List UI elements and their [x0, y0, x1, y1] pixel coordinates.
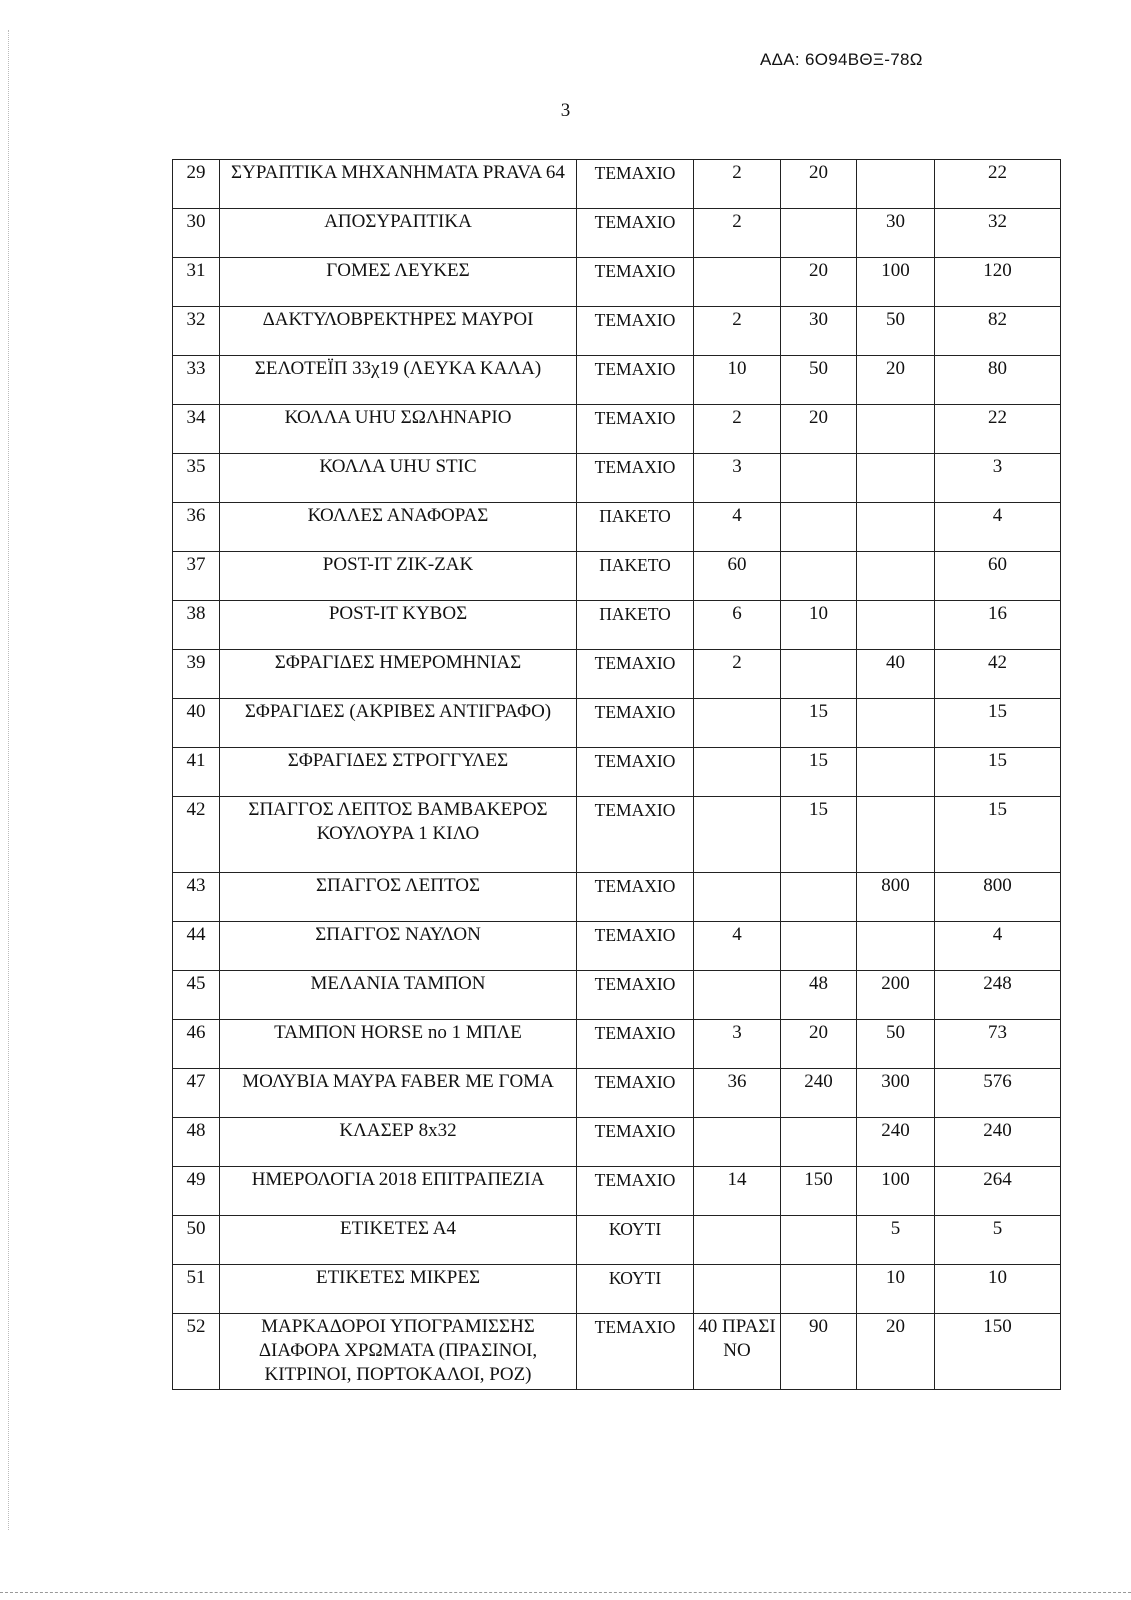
table-row: [173, 748, 1061, 797]
row-number: 35: [173, 454, 220, 503]
row-number: 43: [173, 873, 220, 922]
page-number: 3: [560, 100, 571, 121]
unit-of-measure: ΠΑΚΕΤΟ: [577, 601, 694, 650]
quantity-2: 20: [781, 1020, 857, 1069]
quantity-3: [857, 922, 935, 971]
table-row: [173, 797, 1061, 873]
total-quantity: 80: [935, 356, 1061, 405]
row-number: 45: [173, 971, 220, 1020]
quantity-1: 2: [694, 405, 781, 454]
quantity-2: [781, 873, 857, 922]
row-number: 31: [173, 258, 220, 307]
unit-of-measure: ΤΕΜΑΧΙΟ: [577, 209, 694, 258]
row-number: 46: [173, 1020, 220, 1069]
quantity-2: 15: [781, 748, 857, 797]
unit-of-measure: ΤΕΜΑΧΙΟ: [577, 405, 694, 454]
unit-of-measure: ΠΑΚΕΤΟ: [577, 503, 694, 552]
total-quantity: 15: [935, 699, 1061, 748]
item-description: ΓΟΜΕΣ ΛΕΥΚΕΣ: [220, 258, 577, 307]
total-quantity: 800: [935, 873, 1061, 922]
total-quantity: 4: [935, 922, 1061, 971]
quantity-1: 14: [694, 1167, 781, 1216]
row-number: 36: [173, 503, 220, 552]
unit-of-measure: ΤΕΜΑΧΙΟ: [577, 797, 694, 873]
unit-of-measure: ΤΕΜΑΧΙΟ: [577, 650, 694, 699]
row-number: 38: [173, 601, 220, 650]
quantity-2: [781, 552, 857, 601]
quantity-3: 50: [857, 1020, 935, 1069]
unit-of-measure: ΤΕΜΑΧΙΟ: [577, 258, 694, 307]
row-number: 29: [173, 160, 220, 209]
item-description: POST-IT ZIK-ZAK: [220, 552, 577, 601]
table-row: [173, 873, 1061, 922]
row-number: 30: [173, 209, 220, 258]
unit-of-measure: ΤΕΜΑΧΙΟ: [577, 1167, 694, 1216]
quantity-2: 30: [781, 307, 857, 356]
table-row: [173, 601, 1061, 650]
table-row: [173, 552, 1061, 601]
unit-of-measure: ΤΕΜΑΧΙΟ: [577, 748, 694, 797]
item-description: ΔΑΚΤΥΛΟΒΡΕΚΤΗΡΕΣ ΜΑΥΡΟΙ: [220, 307, 577, 356]
quantity-2: [781, 454, 857, 503]
row-number: 49: [173, 1167, 220, 1216]
quantity-1: [694, 699, 781, 748]
quantity-2: 15: [781, 699, 857, 748]
row-number: 51: [173, 1265, 220, 1314]
total-quantity: 248: [935, 971, 1061, 1020]
quantity-3: 240: [857, 1118, 935, 1167]
item-description: ΣΠΑΓΓΟΣ ΛΕΠΤΟΣ: [220, 873, 577, 922]
table-row: [173, 1020, 1061, 1069]
table-row: [173, 356, 1061, 405]
unit-of-measure: ΤΕΜΑΧΙΟ: [577, 1069, 694, 1118]
quantity-1: [694, 873, 781, 922]
row-number: 37: [173, 552, 220, 601]
unit-of-measure: ΤΕΜΑΧΙΟ: [577, 1314, 694, 1390]
row-number: 47: [173, 1069, 220, 1118]
row-number: 48: [173, 1118, 220, 1167]
quantity-1: 3: [694, 1020, 781, 1069]
unit-of-measure: ΤΕΜΑΧΙΟ: [577, 356, 694, 405]
quantity-1: 2: [694, 160, 781, 209]
quantity-1: [694, 797, 781, 873]
total-quantity: 576: [935, 1069, 1061, 1118]
item-description: ΣΠΑΓΓΟΣ ΝΑΥΛΟΝ: [220, 922, 577, 971]
item-description: ΚΟΛΛΑ UHU STIC: [220, 454, 577, 503]
quantity-1: [694, 1265, 781, 1314]
item-description: ΕΤΙΚΕΤΕΣ Α4: [220, 1216, 577, 1265]
quantity-3: 100: [857, 258, 935, 307]
quantity-3: [857, 797, 935, 873]
table-row: [173, 405, 1061, 454]
quantity-2: [781, 503, 857, 552]
quantity-3: 50: [857, 307, 935, 356]
item-description: ΣΕΛΟΤΕΪΠ 33χ19 (ΛΕΥΚΑ ΚΑΛΑ): [220, 356, 577, 405]
item-description: ΑΠΟΣΥΡΑΠΤΙΚΑ: [220, 209, 577, 258]
quantity-3: 300: [857, 1069, 935, 1118]
unit-of-measure: ΤΕΜΑΧΙΟ: [577, 307, 694, 356]
quantity-1: 40 ΠΡΑΣΙ ΝΟ: [694, 1314, 781, 1390]
table-row: [173, 258, 1061, 307]
quantity-2: [781, 1216, 857, 1265]
total-quantity: 60: [935, 552, 1061, 601]
item-description: ΤΑΜΠΟΝ HORSE no 1 ΜΠΛΕ: [220, 1020, 577, 1069]
unit-of-measure: ΤΕΜΑΧΙΟ: [577, 1020, 694, 1069]
scan-left-edge: [8, 30, 10, 1530]
quantity-2: 50: [781, 356, 857, 405]
quantity-3: 100: [857, 1167, 935, 1216]
quantity-2: 15: [781, 797, 857, 873]
item-description: ΚΛΑΣΕΡ 8x32: [220, 1118, 577, 1167]
quantity-2: [781, 922, 857, 971]
quantity-2: 150: [781, 1167, 857, 1216]
total-quantity: 73: [935, 1020, 1061, 1069]
quantity-3: 200: [857, 971, 935, 1020]
table-row: [173, 1069, 1061, 1118]
unit-of-measure: ΤΕΜΑΧΙΟ: [577, 454, 694, 503]
quantity-1: [694, 748, 781, 797]
table-row: [173, 209, 1061, 258]
row-number: 39: [173, 650, 220, 699]
total-quantity: 264: [935, 1167, 1061, 1216]
table-row: [173, 699, 1061, 748]
quantity-3: 40: [857, 650, 935, 699]
item-description: ΚΟΛΛΑ UHU ΣΩΛΗΝΑΡΙΟ: [220, 405, 577, 454]
quantity-3: 800: [857, 873, 935, 922]
row-number: 41: [173, 748, 220, 797]
table-row: [173, 1118, 1061, 1167]
quantity-1: 10: [694, 356, 781, 405]
ada-code: ΑΔΑ: 6Ο94ΒΘΞ-78Ω: [760, 50, 923, 69]
total-quantity: 240: [935, 1118, 1061, 1167]
item-description: ΣΦΡΑΓΙΔΕΣ ΣΤΡΟΓΓΥΛΕΣ: [220, 748, 577, 797]
quantity-3: [857, 405, 935, 454]
quantity-3: [857, 503, 935, 552]
table-row: [173, 1216, 1061, 1265]
total-quantity: 150: [935, 1314, 1061, 1390]
table-row: [173, 1314, 1061, 1390]
table-row: [173, 971, 1061, 1020]
total-quantity: 15: [935, 797, 1061, 873]
table-row: [173, 1167, 1061, 1216]
quantity-3: [857, 552, 935, 601]
quantity-1: 4: [694, 503, 781, 552]
total-quantity: 42: [935, 650, 1061, 699]
quantity-3: 10: [857, 1265, 935, 1314]
unit-of-measure: ΤΕΜΑΧΙΟ: [577, 1118, 694, 1167]
table-row: [173, 454, 1061, 503]
row-number: 50: [173, 1216, 220, 1265]
quantity-2: [781, 209, 857, 258]
quantity-3: [857, 748, 935, 797]
quantity-1: [694, 258, 781, 307]
row-number: 32: [173, 307, 220, 356]
quantity-1: 60: [694, 552, 781, 601]
quantity-2: 90: [781, 1314, 857, 1390]
quantity-1: [694, 971, 781, 1020]
total-quantity: 4: [935, 503, 1061, 552]
item-description: ΕΤΙΚΕΤΕΣ ΜΙΚΡΕΣ: [220, 1265, 577, 1314]
total-quantity: 5: [935, 1216, 1061, 1265]
scan-bottom-edge: [0, 1592, 1131, 1594]
unit-of-measure: ΚΟΥΤΙ: [577, 1265, 694, 1314]
quantity-2: [781, 650, 857, 699]
quantity-1: 2: [694, 307, 781, 356]
item-description: ΜΟΛΥΒΙΑ ΜΑΥΡΑ FABER ΜΕ ΓΟΜΑ: [220, 1069, 577, 1118]
quantity-1: 4: [694, 922, 781, 971]
quantity-3: [857, 454, 935, 503]
total-quantity: 3: [935, 454, 1061, 503]
row-number: 40: [173, 699, 220, 748]
item-description: ΣΥΡΑΠΤΙΚΑ ΜΗΧΑΝΗΜΑΤΑ PRAVA 64: [220, 160, 577, 209]
quantity-3: 20: [857, 1314, 935, 1390]
quantity-2: 20: [781, 405, 857, 454]
unit-of-measure: ΚΟΥΤΙ: [577, 1216, 694, 1265]
total-quantity: 15: [935, 748, 1061, 797]
quantity-1: 2: [694, 650, 781, 699]
item-description: POST-IT ΚΥΒΟΣ: [220, 601, 577, 650]
table-row: [173, 650, 1061, 699]
unit-of-measure: ΤΕΜΑΧΙΟ: [577, 160, 694, 209]
table-row: [173, 160, 1061, 209]
quantity-2: [781, 1265, 857, 1314]
table-row: [173, 1265, 1061, 1314]
quantity-1: [694, 1216, 781, 1265]
quantity-2: [781, 1118, 857, 1167]
row-number: 42: [173, 797, 220, 873]
supplies-table-body: [173, 160, 1061, 1390]
quantity-1: 6: [694, 601, 781, 650]
quantity-3: [857, 601, 935, 650]
quantity-1: 2: [694, 209, 781, 258]
quantity-2: 20: [781, 258, 857, 307]
unit-of-measure: ΤΕΜΑΧΙΟ: [577, 922, 694, 971]
item-description: ΚΟΛΛΕΣ ΑΝΑΦΟΡΑΣ: [220, 503, 577, 552]
quantity-2: 10: [781, 601, 857, 650]
item-description: ΜΑΡΚΑΔΟΡΟΙ ΥΠΟΓΡΑΜΙΣΣΗΣ ΔΙΑΦΟΡΑ ΧΡΩΜΑΤΑ (ΠΡΑΣΙΝΟΙ, ΚΙΤΡΙΝΟΙ, ΠΟΡΤΟΚΑΛΟΙ, ΡΟΖ): [220, 1314, 577, 1390]
item-description: ΣΦΡΑΓΙΔΕΣ (ΑΚΡΙΒΕΣ ΑΝΤΙΓΡΑΦΟ): [220, 699, 577, 748]
total-quantity: 120: [935, 258, 1061, 307]
unit-of-measure: ΠΑΚΕΤΟ: [577, 552, 694, 601]
unit-of-measure: ΤΕΜΑΧΙΟ: [577, 873, 694, 922]
supplies-table: [172, 159, 1061, 1390]
quantity-3: [857, 699, 935, 748]
item-description: ΜΕΛΑΝΙΑ ΤΑΜΠΟΝ: [220, 971, 577, 1020]
total-quantity: 16: [935, 601, 1061, 650]
unit-of-measure: ΤΕΜΑΧΙΟ: [577, 971, 694, 1020]
quantity-2: 48: [781, 971, 857, 1020]
row-number: 52: [173, 1314, 220, 1390]
table-row: [173, 922, 1061, 971]
quantity-1: 36: [694, 1069, 781, 1118]
quantity-1: 3: [694, 454, 781, 503]
unit-of-measure: ΤΕΜΑΧΙΟ: [577, 699, 694, 748]
total-quantity: 32: [935, 209, 1061, 258]
quantity-2: 20: [781, 160, 857, 209]
total-quantity: 10: [935, 1265, 1061, 1314]
quantity-2: 240: [781, 1069, 857, 1118]
table-row: [173, 307, 1061, 356]
item-description: ΗΜΕΡΟΛΟΓΙΑ 2018 ΕΠΙΤΡΑΠΕΖΙΑ: [220, 1167, 577, 1216]
total-quantity: 22: [935, 405, 1061, 454]
total-quantity: 82: [935, 307, 1061, 356]
item-description: ΣΦΡΑΓΙΔΕΣ ΗΜΕΡΟΜΗΝΙΑΣ: [220, 650, 577, 699]
quantity-3: 30: [857, 209, 935, 258]
row-number: 34: [173, 405, 220, 454]
quantity-3: [857, 160, 935, 209]
item-description: ΣΠΑΓΓΟΣ ΛΕΠΤΟΣ ΒΑΜΒΑΚΕΡΟΣ ΚΟΥΛΟΥΡΑ 1 ΚΙΛΟ: [220, 797, 577, 873]
row-number: 33: [173, 356, 220, 405]
table-row: [173, 503, 1061, 552]
quantity-1: [694, 1118, 781, 1167]
quantity-3: 20: [857, 356, 935, 405]
total-quantity: 22: [935, 160, 1061, 209]
row-number: 44: [173, 922, 220, 971]
quantity-3: 5: [857, 1216, 935, 1265]
